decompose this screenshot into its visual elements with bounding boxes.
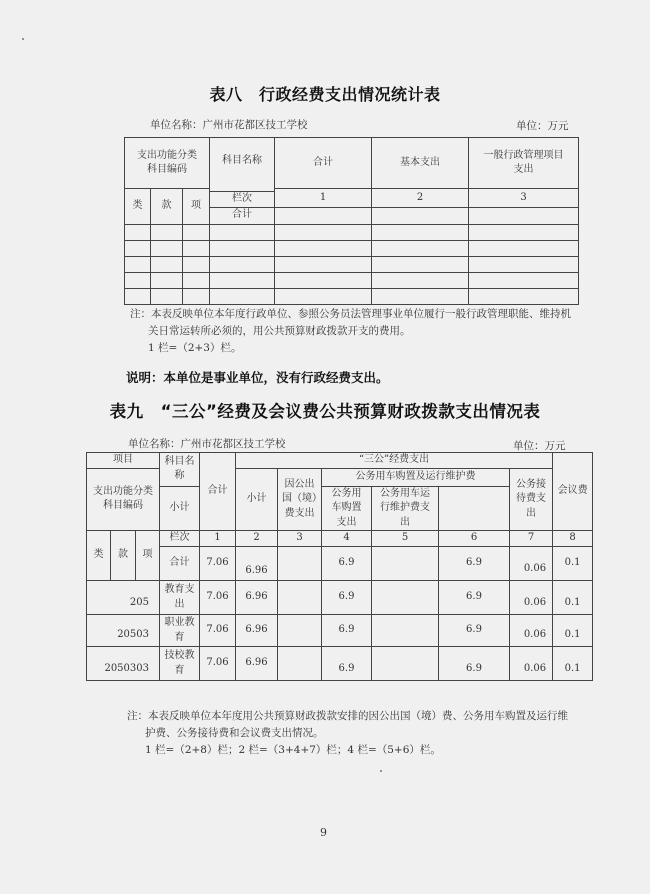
table8-cell [151,256,183,272]
table8-cell [183,240,210,256]
table9-title: 表九 “三公”经费及会议费公共预算财政拨款支出情况表 [109,402,541,421]
table9-row-vehicle-subtotal: 6.9 [322,547,372,581]
scan-speck [380,770,382,772]
table9-header-vehicle: 公务用车购置及运行维护费 [322,468,510,486]
table8-cell [372,272,469,288]
table9-row-abroad [278,547,322,581]
table8-cell [125,240,151,256]
table9-row-meeting: 0.1 [553,647,593,681]
table9-row-operation: 6.9 [439,615,510,647]
table9-row-operation: 6.9 [439,647,510,681]
table9-header-reception: 公务接待费支出 [510,468,553,531]
table8-note [130,306,571,356]
table8-cell [275,272,372,288]
table9-note-line3: 1 栏=（2+8）栏；2 栏=（3+4+7）栏；4 栏=（5+6）栏。 [145,743,441,756]
table9-row-total: 7.06 [200,547,236,581]
table8-cell [275,224,372,240]
table8-unit: 单位：万元 [516,120,569,132]
table8-header-total: 合计 [275,138,372,189]
table9-header-subtotal: 小计 [236,468,278,531]
table8-cell [372,224,469,240]
table8-note-line1: 注：本表反映单位本年度行政单位、参照公务员法管理事业单位履行一般行政管理职能、维持机 [130,308,571,320]
table9-col-8: 8 [553,531,593,547]
table8-col-2: 2 [372,189,469,208]
table8-cell [210,240,275,256]
table8-note-line3: 1 栏=（2+3）栏。 [148,341,242,354]
table8-cell [469,240,579,256]
table9-header-project: 项目 [87,453,160,469]
table8-cell [183,224,210,240]
table8-unit-name [150,117,308,132]
table8-cell [151,272,183,288]
table8-cell [372,240,469,256]
table8-sub-lei: 类 [125,189,151,225]
table9-row-name: 教育支出 [160,581,200,615]
table8-cell [469,224,579,240]
table9-row-subtotal: 6.96 [236,547,278,581]
table9-col-7: 7 [510,531,553,547]
table9-unit-name-value: 广州市花都区技工学校 [180,438,286,450]
table9-row-meeting: 0.1 [553,581,593,615]
table9-header-vehicle-operation: 公务用车运行维护费支出 [372,486,439,531]
table9-unit: 单位：万元 [513,440,566,452]
table9-row-purchase [372,647,439,681]
table9-header-vehicle-purchase: 公务用车购置支出 [322,486,372,531]
table9-note-line2: 护费、公务接待费和会议费支出情况。 [145,726,324,739]
table8-header-general-admin: 一般行政管理项目支出 [469,138,579,189]
table9-row-code: 205 [87,581,160,615]
table9-row-vehicle-subtotal: 6.9 [322,647,372,681]
table9-sub-xiang: 项 [136,531,160,581]
table8-cell [275,207,372,224]
table9-row-subtotal: 6.96 [236,615,278,647]
table9-row-name: 合计 [160,547,200,581]
table8-cell [125,272,151,288]
table8-cell [275,256,372,272]
table8-cell [469,256,579,272]
table9-row-code: 20503 [87,615,160,647]
table9-row-label: 栏次 [160,531,200,547]
table8-note-line2: 关日常运转所必须的，用公共预算财政拨款开支的费用。 [148,324,411,337]
table9-row-reception: 0.06 [510,581,553,615]
table9-header-subject-name: 科目名称 [160,453,200,487]
table8-cell [125,224,151,240]
table9-row-name: 技校教育 [160,647,200,681]
table8-cell [469,288,579,304]
table9-row-abroad [278,615,322,647]
table9-row-name: 职业教育 [160,615,200,647]
table9 [86,452,593,681]
table9-row-meeting: 0.1 [553,615,593,647]
table8-cell [469,207,579,224]
table8-header-func-code: 支出功能分类科目编码 [125,138,210,189]
table8-cell [469,272,579,288]
table8-cell [275,240,372,256]
table8-cell [183,288,210,304]
table9-col-1: 1 [200,531,236,547]
table8-cell [372,256,469,272]
table8-cell [210,288,275,304]
table9-row-reception: 0.06 [510,647,553,681]
table8-cell [151,288,183,304]
table8-col-1: 1 [275,189,372,208]
table9-row-total: 7.06 [200,615,236,647]
table9-sub-lei: 类 [87,531,111,581]
table9-row-abroad [278,581,322,615]
table9-row-operation: 6.9 [439,547,510,581]
table8-unit-name-value: 广州市花都区技工学校 [202,119,308,131]
table9-note-line1: 注：本表反映单位本年度用公共预算财政拨款安排的因公出国（境）费、公务用车购置及运行维 [127,710,568,722]
table9-row-total: 7.06 [200,581,236,615]
table8-cell [183,272,210,288]
table9-unit-name-label: 单位名称： [128,438,181,450]
table9-col-3: 3 [278,531,322,547]
table8-cell [125,256,151,272]
table8-cell [372,207,469,224]
table8-cell [210,224,275,240]
table8-total-label: 合计 [210,207,275,224]
table8-sub-xiang: 项 [183,189,210,225]
table8-cell [372,288,469,304]
table9-row-reception: 0.06 [510,615,553,647]
table9-header-abroad: 因公出国（境）费支出 [278,468,322,531]
table9-header-vehicle-subtotal: 小计 [160,486,200,531]
table8-row-label: 栏次 [210,192,275,208]
table9-row-purchase [372,615,439,647]
table8-cell [275,288,372,304]
table9-row-vehicle-subtotal: 6.9 [322,581,372,615]
table8-cell [210,256,275,272]
table8-title: 表八 行政经费支出情况统计表 [209,85,441,104]
table9-row-abroad [278,647,322,681]
table9-row-purchase [372,547,439,581]
table8-cell [210,272,275,288]
scan-speck [22,38,24,40]
table9-header-meeting: 会议费 [553,453,593,531]
table9-col-5: 5 [372,531,439,547]
table9-note [127,708,568,758]
table9-row-operation: 6.9 [439,581,510,615]
table8-header-subject-name: 科目名称 [210,138,275,192]
table8-header-basic: 基本支出 [372,138,469,189]
table9-header-total: 合计 [200,453,236,531]
table9-row-code: 2050303 [87,647,160,681]
table9-row-vehicle-subtotal: 6.9 [322,615,372,647]
table9-col-6: 6 [439,531,510,547]
table8-cell [151,240,183,256]
table9-header-sangong: “三公”经费支出 [236,453,553,469]
table9-col-2: 2 [236,531,278,547]
table8-cell [151,224,183,240]
table8-cell [125,288,151,304]
table8-cell [183,256,210,272]
table9-row-subtotal: 6.96 [236,647,278,681]
table9-row-total: 7.06 [200,647,236,681]
table8-col-3: 3 [469,189,579,208]
table9-row-subtotal: 6.96 [236,581,278,615]
table8 [124,137,579,305]
table9-row-meeting: 0.1 [553,547,593,581]
page-number: 9 [320,826,327,839]
table8-unit-name-label: 单位名称： [150,119,203,131]
table9-header-func-code: 支出功能分类科目编码 [87,468,160,531]
table9-col-4: 4 [322,531,372,547]
table9-row-reception: 0.06 [510,547,553,581]
table8-sub-kuan: 款 [151,189,183,225]
table9-unit-name [128,436,286,451]
statement: 说明：本单位是事业单位，没有行政经费支出。 [126,370,389,385]
table9-row-purchase [372,581,439,615]
table9-sub-kuan: 款 [111,531,136,581]
